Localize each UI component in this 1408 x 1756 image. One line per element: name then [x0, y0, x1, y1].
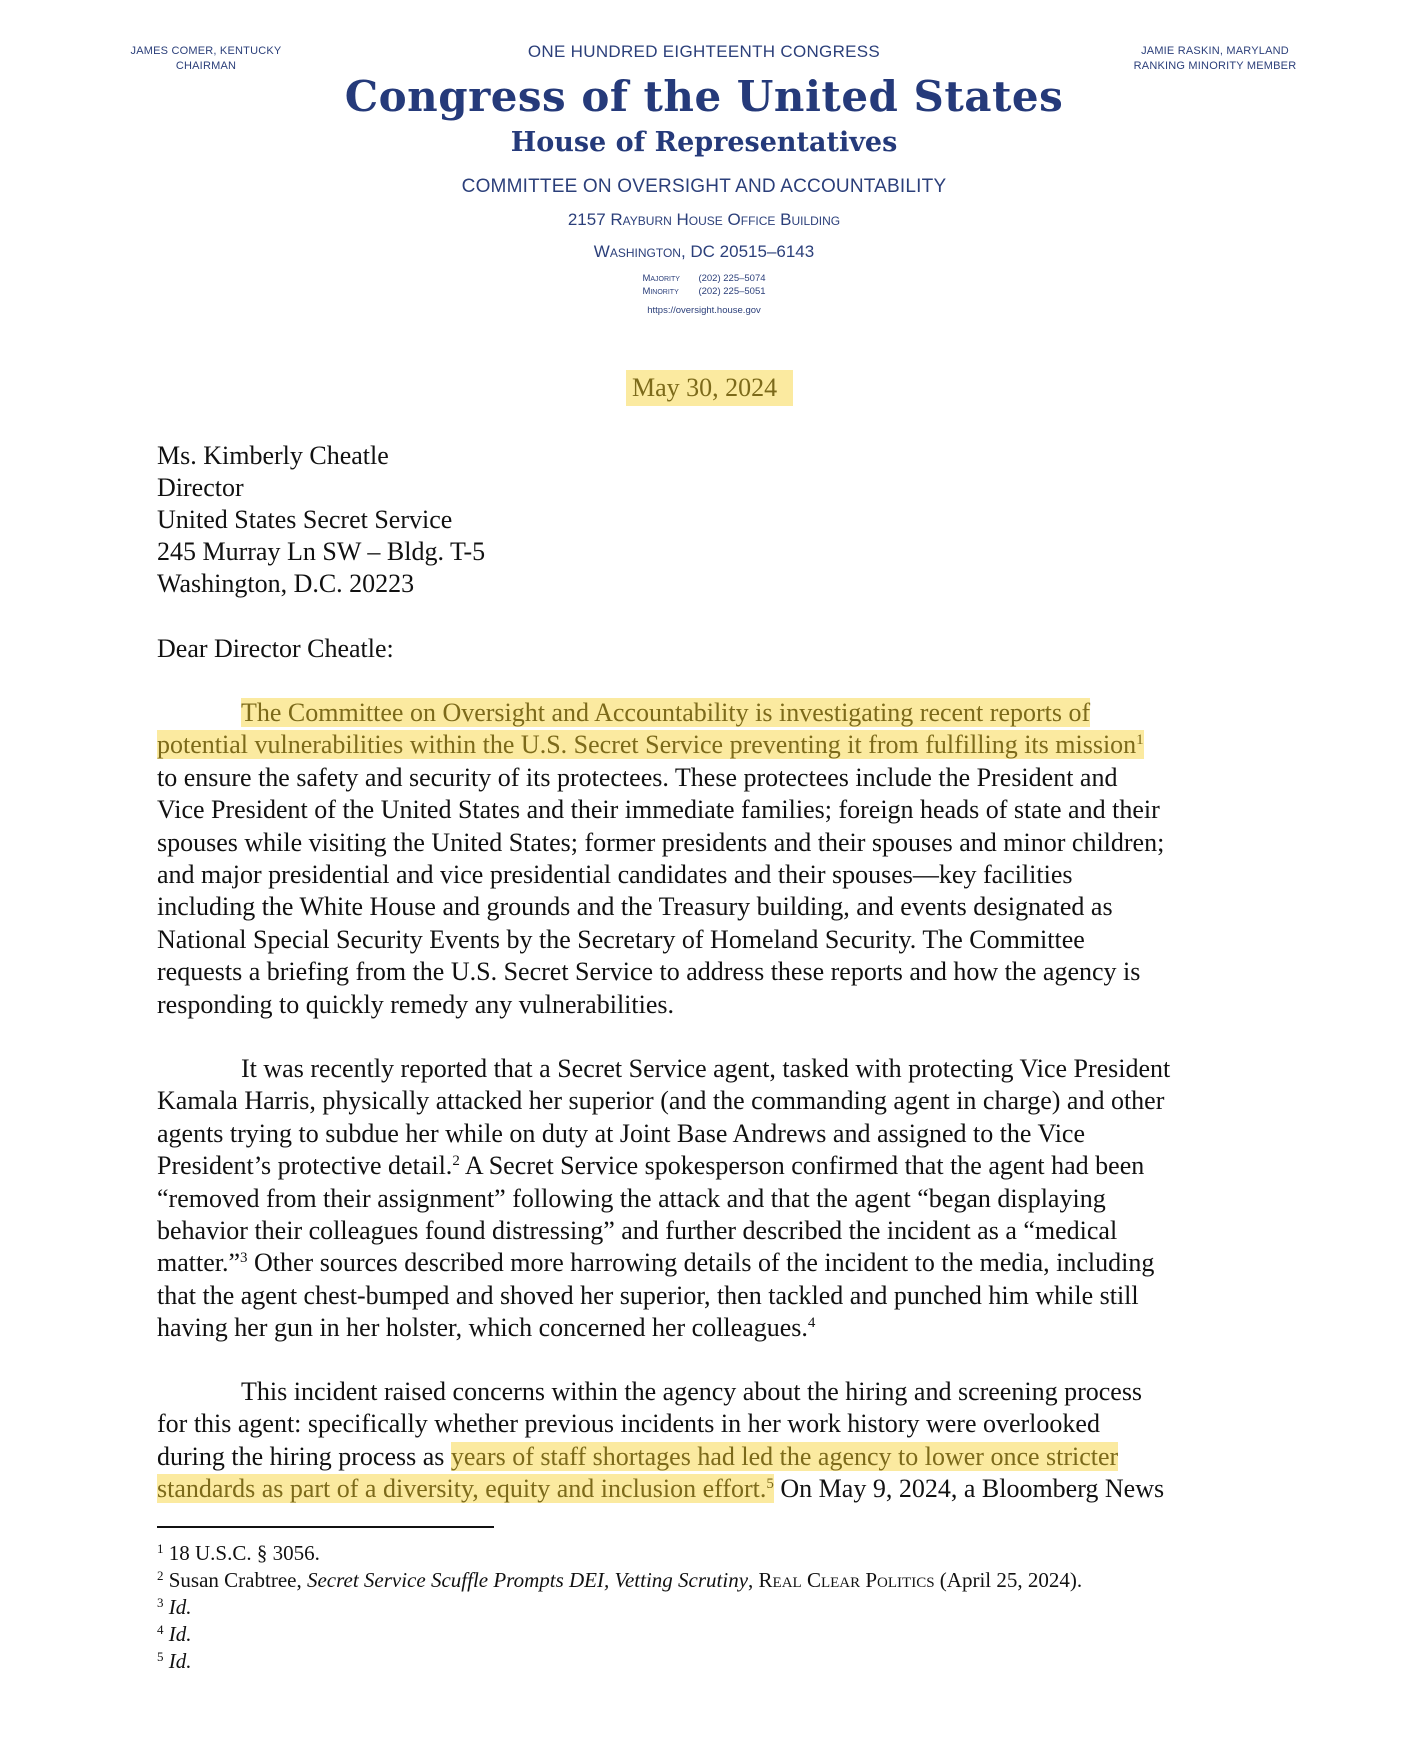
minority-label: Minority	[642, 286, 679, 297]
text-line: agents trying to subdue her while on duty at Joint Base Andrews and assigned to the Vice	[157, 1118, 1086, 1148]
letter-date: May 30, 2024	[626, 370, 793, 406]
text-line: to ensure the safety and security of its protectees. These protectees include the President and	[157, 762, 1118, 792]
footnote-ref: 5	[766, 1476, 774, 1493]
text-line: behavior their colleagues found distressing” and further described the incident as a “medical	[157, 1216, 1118, 1246]
paragraph-2: It was recently reported that a Secret Service agent, tasked with protecting Vice President Kamala Harris, physically attacked her superior (and the commanding agent in charge) and other agents trying to subdue her while on duty at Joint Base Andrews and assigned to the Vice President’s protective detail.$^2$ A Secret Service spokesperson confirmed that the agent had been “removed from their assignment” following the attack and that the agent “began displaying behavior their colleagues found distressing” and further described the incident as a “medical matter.”$^3$ Other sources described more harrowing details of the incident to the media, including that the agent chest-bumped and shoved her superior, then tackled and punched him while still having her gun in her holster, which concerned her colleagues.$^4$	[157, 1053, 1267, 1345]
footnote-2: $^2$ Susan Crabtree, Secret Service Scuffle Prompts DEI, Vetting Scrutiny, Real Clear Politics (April 25, 2024).	[157, 1568, 1083, 1592]
committee-name: COMMITTEE ON OVERSIGHT AND ACCOUNTABILITY	[461, 176, 947, 197]
highlighted-text: potential vulnerabilities within the U.S. Secret Service preventing it from fulfilling its mission$^1$	[157, 730, 1144, 760]
congress-number: ONE HUNDRED EIGHTEENTH CONGRESS	[527, 42, 881, 61]
phone-numbers	[642, 272, 765, 298]
ranking-member-title: RANKING MINORITY MEMBER	[1133, 60, 1297, 72]
letterhead	[304, 42, 1104, 316]
footnote-ref: 4	[807, 1315, 816, 1332]
text-line: spouses while visiting the United States; former presidents and their spouses and minor children;	[157, 827, 1165, 857]
recipient-title: Director	[157, 473, 244, 502]
majority-label: Majority	[642, 273, 680, 284]
salutation: Dear Director Cheatle:	[157, 634, 394, 663]
text-line: and major presidential and vice presidential candidates and their spouses—key facilities	[157, 860, 1073, 890]
text-line: “removed from their assignment” following the attack and that the agent “began displaying	[157, 1183, 1106, 1213]
chairman-title: CHAIRMAN	[175, 60, 237, 72]
footnote-ref: 3	[240, 1250, 248, 1267]
footnote-3: $^3$ Id.	[157, 1595, 192, 1619]
footnote-ref: 1	[1136, 732, 1144, 749]
highlighted-text: years of staff shortages had led the agency to lower once stricter	[450, 1441, 1119, 1471]
footnote-ref: 2	[452, 1153, 460, 1170]
highlighted-text: standards as part of a diversity, equity and inclusion effort.$^5$	[157, 1474, 774, 1504]
text-line: Kamala Harris, physically attacked her superior (and the commanding agent in charge) and other	[157, 1086, 1165, 1116]
text-line: National Special Security Events by the Secretary of Homeland Security. The Committee	[157, 924, 1085, 954]
chairman-name: JAMES COMER, KENTUCKY	[130, 45, 282, 57]
text-line: for this agent: specifically whether previous incidents in her work history were overlooked	[157, 1409, 1100, 1439]
ranking-member-block	[1110, 44, 1320, 74]
congress-title: Congress of the United States	[344, 72, 1064, 121]
majority-phone: (202) 225–5074	[698, 273, 766, 284]
recipient-address	[157, 440, 485, 600]
text-line: requests a briefing from the U.S. Secret Service to address these reports and how the agency is	[157, 957, 1141, 987]
house-title: House of Representatives	[510, 127, 898, 158]
address-line-1: 2157 Rayburn House Office Building	[567, 210, 841, 229]
footnote-1: $^1$ 18 U.S.C. § 3056.	[157, 1541, 320, 1565]
address-line-2: Washington, DC 20515–6143	[593, 242, 815, 261]
text-line: Vice President of the United States and their immediate families; foreign heads of state and their	[157, 795, 1160, 825]
text-line: This incident raised concerns within the agency about the hiring and screening process	[241, 1377, 1143, 1406]
ranking-member-name: JAMIE RASKIN, MARYLAND	[1141, 45, 1289, 57]
footnotes	[157, 1540, 1082, 1675]
paragraph-1	[157, 697, 1267, 1021]
footnote-4: $^4$ Id.	[157, 1622, 192, 1646]
minority-phone: (202) 225–5051	[698, 286, 766, 297]
paragraph-3: This incident raised concerns within the agency about the hiring and screening process for this agent: specifically whether previous incidents in her work history were overlooked during the hiring process as years of staff shortages had led the agency to lower once stricter standards as part of a diversity, equity and inclusion effort.$^5$ On May 9, 2024, a Bloomberg News	[157, 1376, 1267, 1506]
text-line: including the White House and grounds and the Treasury building, and events designated as	[157, 892, 1113, 922]
recipient-name: Ms. Kimberly Cheatle	[157, 441, 389, 470]
recipient-agency: United States Secret Service	[157, 505, 453, 534]
text-line: It was recently reported that a Secret Service agent, tasked with protecting Vice President	[241, 1054, 1171, 1083]
website-link[interactable]: https://oversight.house.gov	[647, 305, 761, 316]
text-line: responding to quickly remedy any vulnerabilities.	[157, 989, 674, 1019]
footnote-5: $^5$ Id.	[157, 1649, 192, 1673]
recipient-street: 245 Murray Ln SW – Bldg. T-5	[157, 537, 486, 566]
footnote-divider	[157, 1526, 494, 1528]
text-line: that the agent chest-bumped and shoved her superior, then tackled and punched him while still	[157, 1280, 1139, 1310]
chairman-block	[122, 44, 290, 74]
highlighted-text: The Committee on Oversight and Accountability is investigating recent reports of	[241, 698, 1091, 727]
recipient-city: Washington, D.C. 20223	[157, 569, 415, 598]
